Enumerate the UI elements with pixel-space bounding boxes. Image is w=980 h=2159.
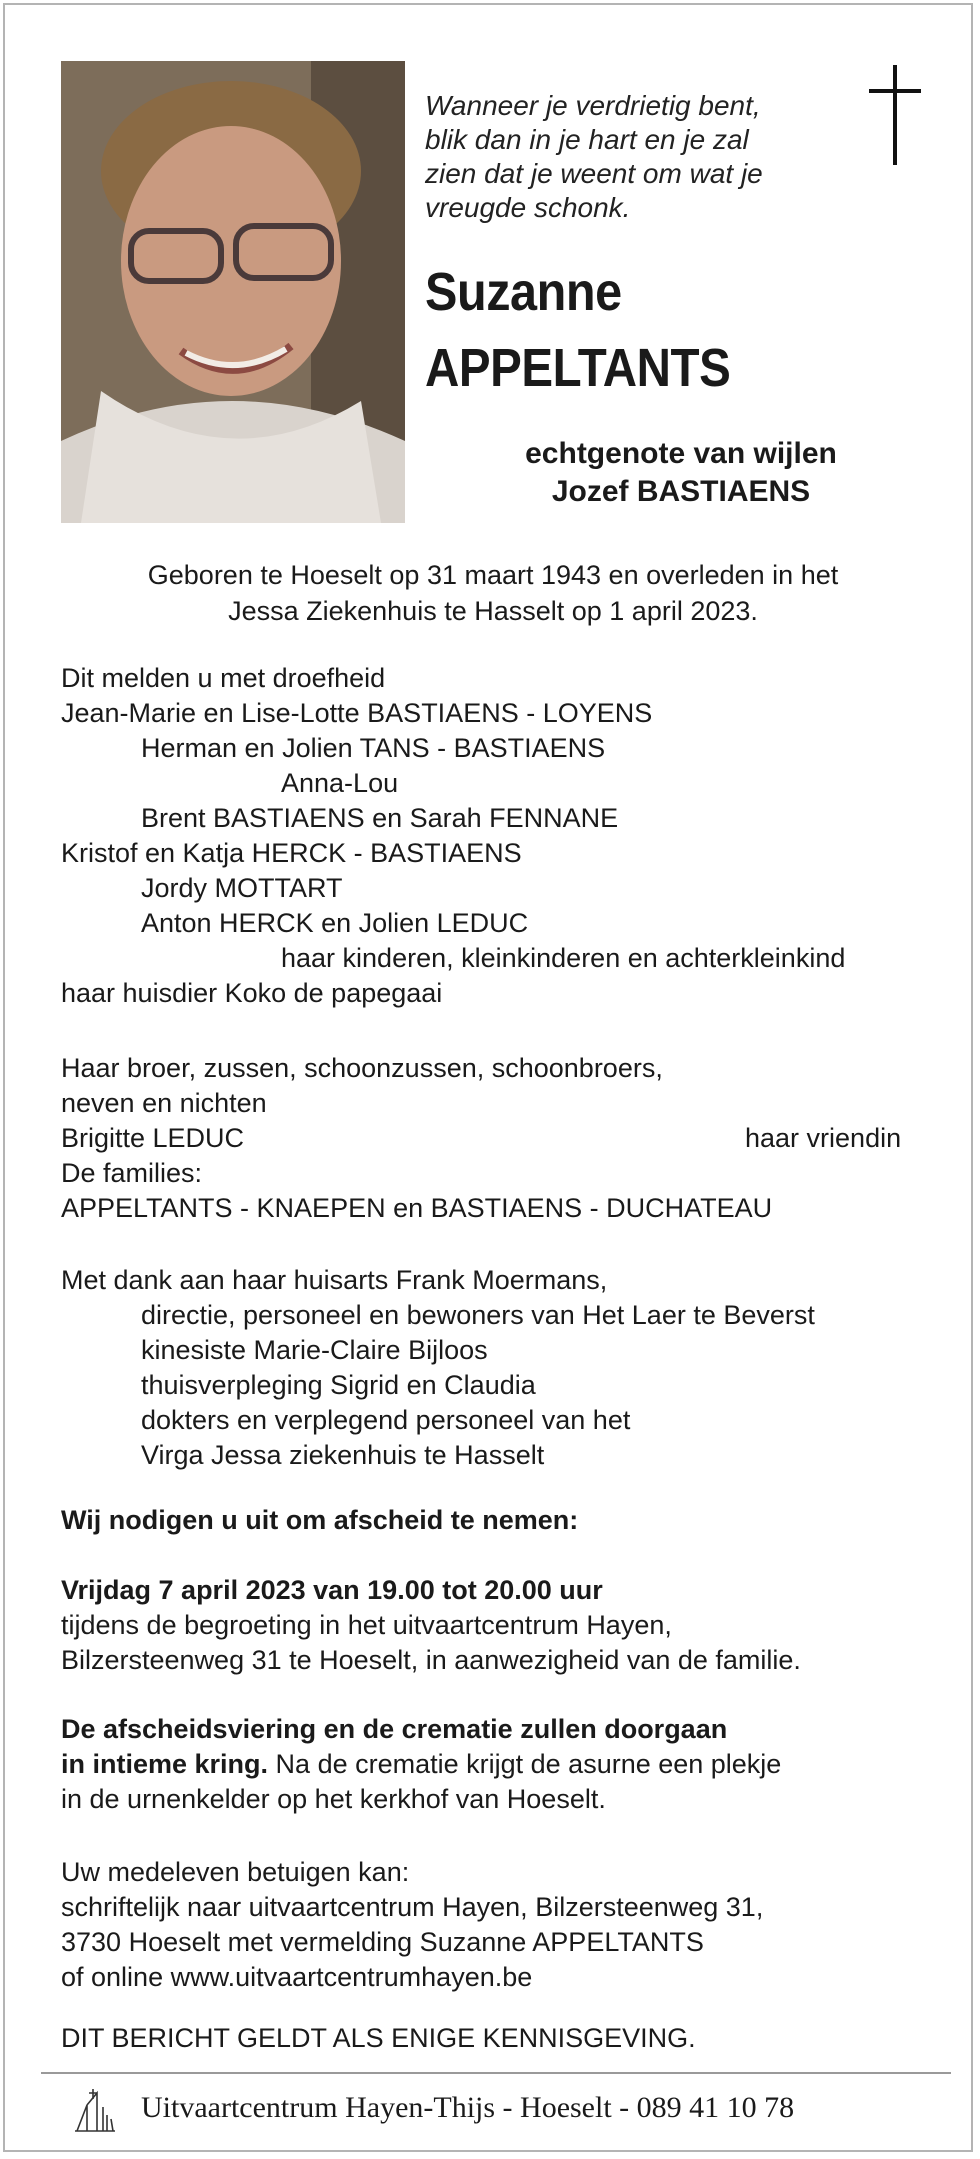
death-line: Jessa Ziekenhuis te Hasselt op 1 april 2023. bbox=[228, 596, 758, 626]
obituary-card bbox=[3, 3, 973, 2152]
birth-death-info bbox=[45, 557, 941, 629]
family-line: Anton HERCK en Jolien LEDUC bbox=[141, 908, 529, 938]
thanks-line: thuisverpleging Sigrid en Claudia bbox=[141, 1370, 536, 1400]
condolences-website: of online www.uitvaartcentrumhayen.be bbox=[61, 1962, 533, 1992]
quote bbox=[425, 89, 845, 225]
visitation-date: Vrijdag 7 april 2023 van 19.00 tot 20.00 uur bbox=[61, 1575, 603, 1605]
ceremony-line: in de urnenkelder op het kerkhof van Hoeselt. bbox=[61, 1784, 606, 1814]
invitation-heading: Wij nodigen u uit om afscheid te nemen: bbox=[61, 1505, 579, 1535]
family-line: haar kinderen, kleinkinderen en achterkleinkind bbox=[281, 943, 846, 973]
thanks-line: directie, personeel en bewoners van Het Laer te Beverst bbox=[141, 1300, 815, 1330]
family-line: Kristof en Katja HERCK - BASTIAENS bbox=[61, 838, 522, 868]
spouse-name: Jozef BASTIAENS bbox=[551, 475, 811, 508]
ceremony-text: Na de crematie krijgt de asurne een plekje bbox=[268, 1749, 782, 1779]
funeral-home-logo-icon bbox=[73, 2085, 117, 2135]
portrait-photo bbox=[61, 61, 405, 523]
quote-line: Wanneer je verdrietig bent, bbox=[425, 90, 761, 121]
thanks-line: Met dank aan haar huisarts Frank Moermans, bbox=[61, 1265, 608, 1295]
ceremony-line bbox=[61, 1747, 781, 1781]
notice: DIT BERICHT GELDT ALS ENIGE KENNISGEVING. bbox=[61, 2023, 696, 2053]
friend-role: haar vriendin bbox=[745, 1123, 902, 1153]
spouse-info bbox=[425, 435, 937, 511]
cross-icon bbox=[865, 63, 925, 167]
relatives-line: APPELTANTS - KNAEPEN en BASTIAENS - DUCHATEAU bbox=[61, 1193, 773, 1223]
relatives-line: neven en nichten bbox=[61, 1088, 267, 1118]
condolences-line: schriftelijk naar uitvaartcentrum Hayen, Bilzersteenweg 31, bbox=[61, 1892, 764, 1922]
ceremony-line: De afscheidsviering en de crematie zullen doorgaan bbox=[61, 1714, 728, 1744]
family-line: Brent BASTIAENS en Sarah FENNANE bbox=[141, 803, 619, 833]
family-intro: Dit melden u met droefheid bbox=[61, 663, 386, 693]
family-line: Anna-Lou bbox=[281, 768, 399, 798]
family-line: Jean-Marie en Lise-Lotte BASTIAENS - LOYENS bbox=[61, 698, 653, 728]
condolences-line: Uw medeleven betuigen kan: bbox=[61, 1857, 410, 1887]
thanks-line: kinesiste Marie-Claire Bijloos bbox=[141, 1335, 488, 1365]
birth-line: Geboren te Hoeselt op 31 maart 1943 en overleden in het bbox=[147, 560, 839, 590]
visitation-line: Bilzersteenweg 31 te Hoeselt, in aanwezigheid van de familie. bbox=[61, 1645, 801, 1675]
relatives-line: Haar broer, zussen, schoonzussen, schoonbroers, bbox=[61, 1053, 663, 1083]
quote-line: blik dan in je hart en je zal bbox=[425, 124, 749, 155]
friend-name: Brigitte LEDUC bbox=[61, 1123, 245, 1153]
deceased-first-name: Suzanne bbox=[425, 262, 622, 322]
footer-text: Uitvaartcentrum Hayen-Thijs - Hoeselt - 089 41 10 78 bbox=[141, 2091, 795, 2124]
spouse-line: echtgenote van wijlen bbox=[525, 437, 837, 470]
quote-line: vreugde schonk. bbox=[425, 192, 631, 223]
deceased-last-name: APPELTANTS bbox=[425, 338, 731, 398]
visitation-line: tijdens de begroeting in het uitvaartcentrum Hayen, bbox=[61, 1610, 672, 1640]
ceremony-bold-text: in intieme kring. bbox=[61, 1749, 269, 1779]
footer-divider bbox=[41, 2072, 951, 2074]
quote-line: zien dat je weent om wat je bbox=[425, 158, 763, 189]
condolences-line: 3730 Hoeselt met vermelding Suzanne APPELTANTS bbox=[61, 1927, 704, 1957]
thanks-line: Virga Jessa ziekenhuis te Hasselt bbox=[141, 1440, 545, 1470]
family-line: haar huisdier Koko de papegaai bbox=[61, 978, 443, 1008]
family-line: Herman en Jolien TANS - BASTIAENS bbox=[141, 733, 606, 763]
relatives-line: De families: bbox=[61, 1158, 203, 1188]
thanks-line: dokters en verplegend personeel van het bbox=[141, 1405, 631, 1435]
family-line: Jordy MOTTART bbox=[141, 873, 343, 903]
